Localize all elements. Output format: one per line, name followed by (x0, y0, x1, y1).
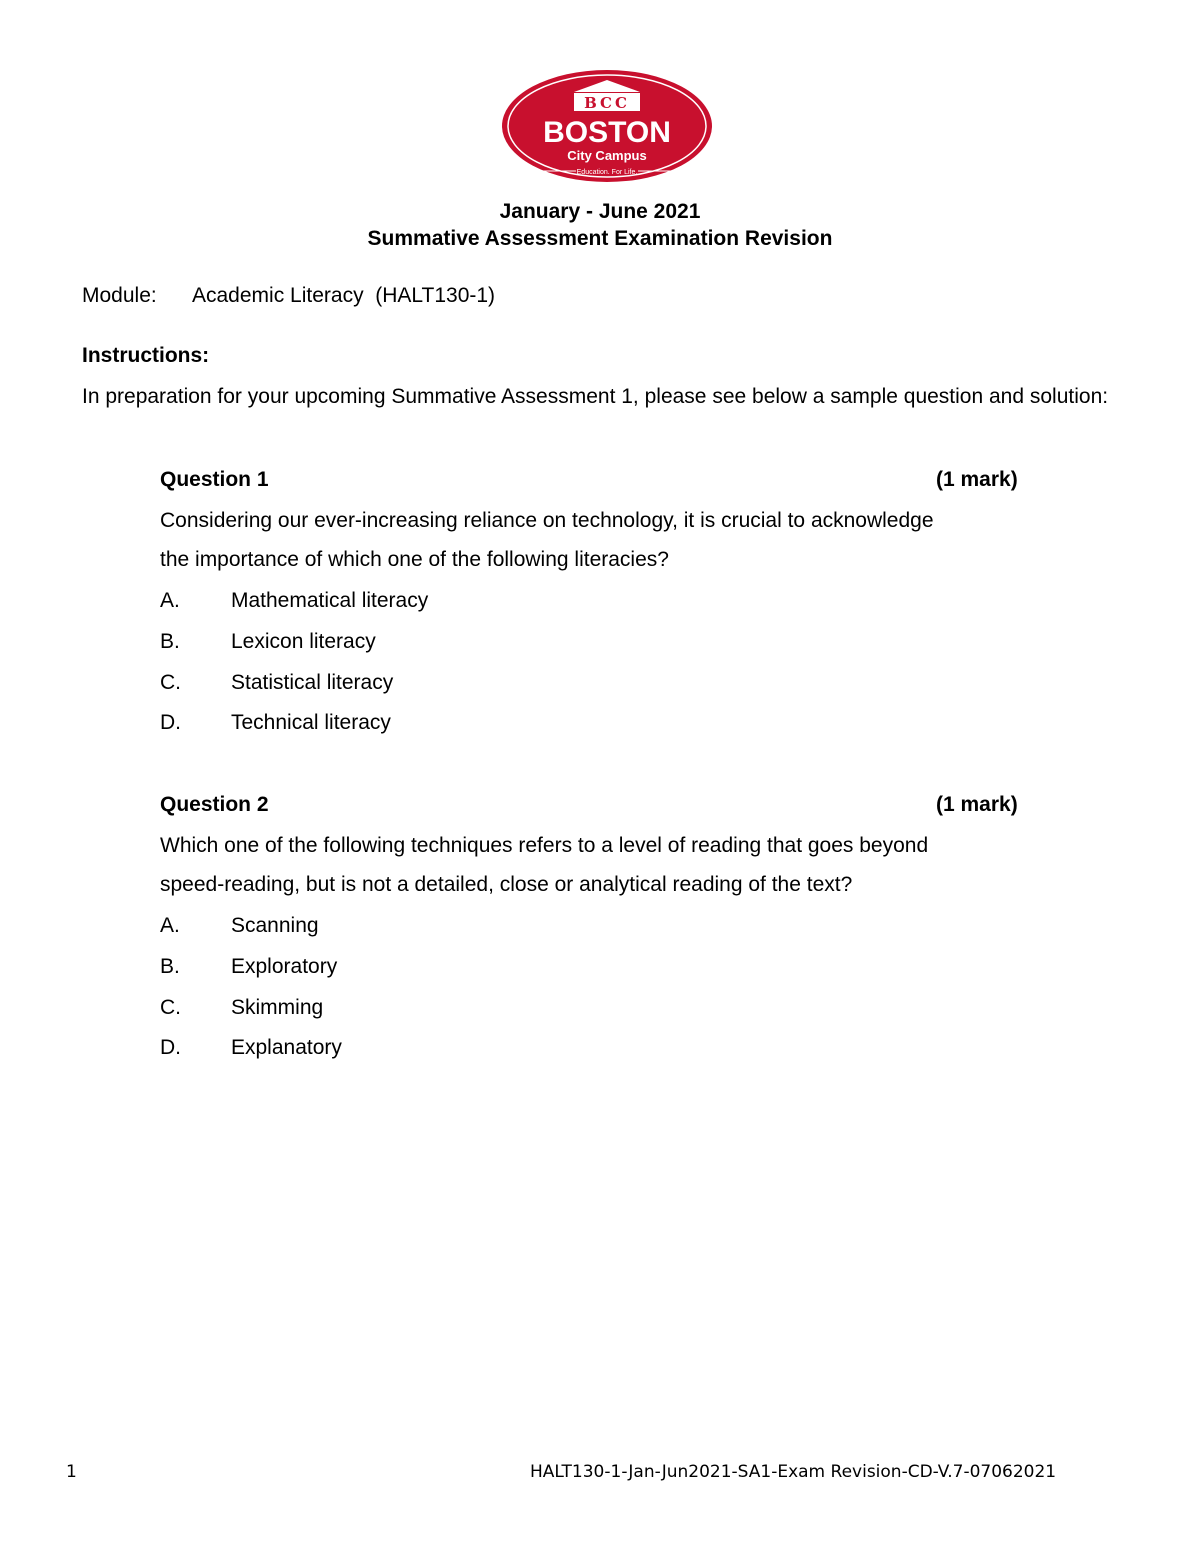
svg-text:BOSTON: BOSTON (543, 116, 671, 149)
question-text-line: speed-reading, but is not a detailed, close or analytical reading of the text? (160, 873, 853, 896)
option-letter: B. (160, 955, 180, 978)
option-text: Statistical literacy (231, 671, 394, 694)
logo-emblem (500, 68, 714, 184)
option-text: Technical literacy (231, 711, 391, 734)
option-letter: C. (160, 671, 181, 694)
instructions-text: In preparation for your upcoming Summative Assessment 1, please see below a sample question and solution: (82, 385, 1109, 408)
svg-text:City Campus: City Campus (567, 148, 647, 163)
option-letter: B. (160, 630, 180, 653)
svg-text:Education. For Life.: Education. For Life. (576, 169, 638, 176)
option-text: Exploratory (231, 955, 338, 978)
question-marks: (1 mark) (936, 468, 1018, 491)
page-number: 1 (66, 1462, 77, 1482)
option-letter: D. (160, 1036, 181, 1059)
option-letter: A. (160, 589, 180, 612)
question-title: Question 1 (160, 468, 269, 491)
module-label: Module: (82, 284, 157, 307)
option-letter: C. (160, 996, 181, 1019)
option-text: Lexicon literacy (231, 630, 376, 653)
module-value: Academic Literacy (HALT130-1) (192, 284, 496, 307)
assessment-period: January - June 2021 (499, 200, 701, 223)
option-text: Skimming (231, 996, 324, 1019)
option-text: Mathematical literacy (231, 589, 429, 612)
question-text-line: the importance of which one of the following literacies? (160, 548, 669, 571)
option-text: Scanning (231, 914, 319, 937)
option-letter: A. (160, 914, 180, 937)
boston-city-campus-logo (500, 68, 714, 184)
question-title: Question 2 (160, 793, 269, 816)
question-text-line: Which one of the following techniques refers to a level of reading that goes beyond (160, 834, 929, 857)
option-letter: D. (160, 711, 181, 734)
instructions-heading: Instructions: (82, 344, 210, 367)
question-text-line: Considering our ever-increasing reliance on technology, it is crucial to acknowledge (160, 509, 934, 532)
svg-text:BCC: BCC (584, 94, 630, 112)
option-text: Explanatory (231, 1036, 342, 1059)
question-marks: (1 mark) (936, 793, 1018, 816)
assessment-title: Summative Assessment Examination Revision (367, 227, 833, 250)
document-code: HALT130-1-Jan-Jun2021-SA1-Exam Revision-CD-V.7-07062021 (530, 1462, 1057, 1482)
